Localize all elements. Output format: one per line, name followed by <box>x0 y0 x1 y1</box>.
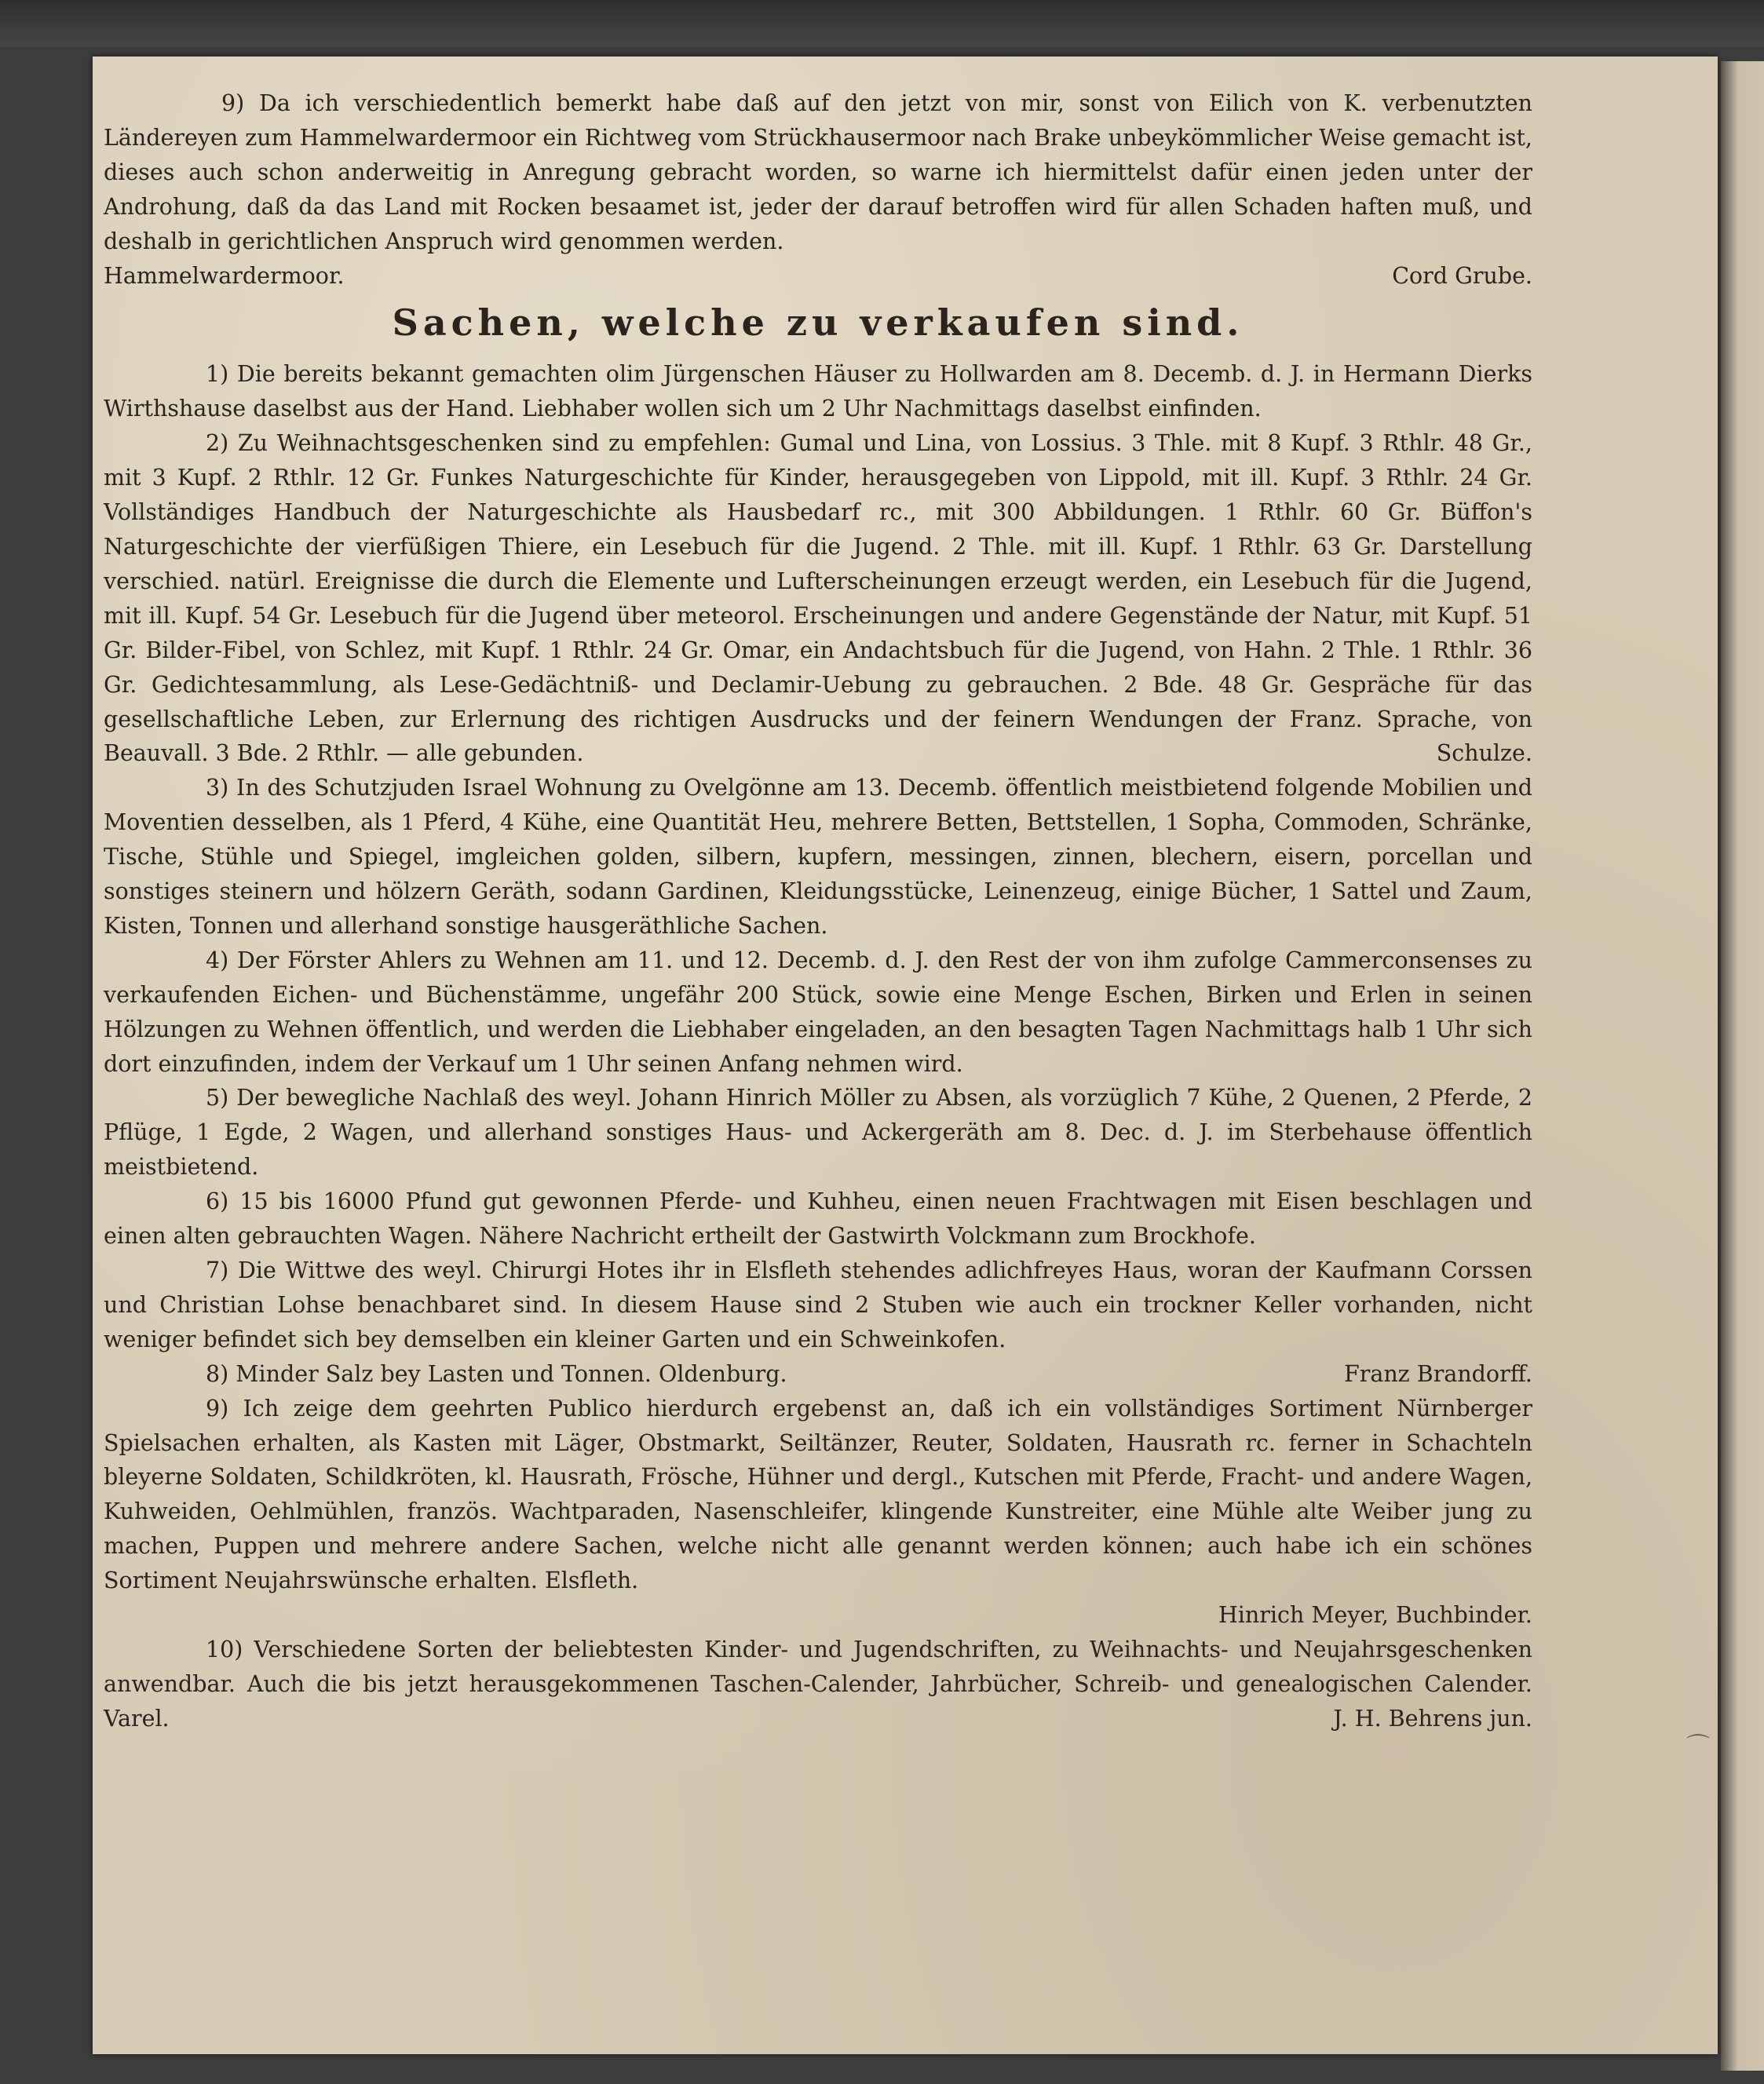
notice-paragraph: 9) Da ich verschiedentlich bemerkt habe daß auf den jetzt von mir, sonst von Eilich von K. verbenutzten Ländereyen zum Hammelwardermoor ein Richtweg vom Strückhausermoor nach Brake unbeykömmlicher Weise gemacht ist, dieses auch schon anderweitig in Anregung gebracht worden, so warne ich hiermittelst dafür einen jeden unter der Androhung, daß da das Land mit Rocken besaamet ist, jeder der darauf betroffen wird für allen Schaden haften muß, und deshalb in gerichtlichen Anspruch wird genommen werden. <box>104 90 1532 254</box>
list-item: 4) Der Förster Ahlers zu Wehnen am 11. und 12. Decemb. d. J. den Rest der von ihm zufolge Cammerconsenses zu verkaufenden Eichen- und Büchenstämme, ungefähr 200 Stück, sowie eine Menge Eschen, Birken und Erlen in seinen Hölzungen zu Wehnen öffentlich, und werden die Liebhaber eingeladen, an den besagten Tagen Nachmittags halb 1 Uhr sich dort einzufinden, indem der Verkauf um 1 Uhr seinen Anfang nehmen wird. <box>104 947 1532 1077</box>
item-signature: Franz Brandorff. <box>1343 1360 1532 1387</box>
list-item: 2) Zu Weihnachtsgeschenken sind zu empfehlen: Gumal und Lina, von Lossius. 3 Thle. mit 8 Kupf. 3 Rthlr. 48 Gr., mit 3 Kupf. 2 Rthlr. 12 Gr. Funkes Naturgeschichte für Kinder, herausgegeben von Lippold, mit ill. Kupf. 3 Rthlr. 24 Gr. Vollständiges Handbuch der Naturgeschichte als Hausbedarf rc., mit 300 Abbildungen. 1 Rthlr. 60 Gr. Büffon's Naturgeschichte der vierfüßigen Thiere, ein Lesebuch für die Jugend. 2 Thle. mit ill. Kupf. 1 Rthlr. 63 Gr. Darstellung verschied. natürl. Ereignisse die durch die Elemente und Lufterscheinungen erzeugt werden, ein Lesebuch für die Jugend, mit ill. Kupf. 54 Gr. Lesebuch für die Jugend über meteorol. Erscheinungen und andere Gegenstände der Natur, mit Kupf. 51 Gr. Bilder-Fibel, von Schlez, mit Kupf. 1 Rthlr. 24 Gr. Omar, ein Andachtsbuch für die Jugend, von Hahn. 2 Thle. 1 Rthlr. 36 Gr. Gedichtesammlung, als Lese-Gedächtniß- und Declamir-Uebung zu gebrauchen. 2 Bde. 48 Gr. Gespräche für das gesellschaftliche Leben, zur Erlernung des richtigen Ausdrucks und der feinern Wendungen der Franz. Sprache, von Beauvall. 3 Bde. 2 Rthlr. — alle gebunden. Schulze. <box>104 426 1532 771</box>
list-item: 6) 15 bis 16000 Pfund gut gewonnen Pferde- und Kuhheu, einen neuen Frachtwagen mit Eisen beschlagen und einen alten gebrauchten Wagen. Nähere Nachricht ertheilt der Gastwirth Volckmann zum Brockhofe. <box>104 1188 1532 1250</box>
list-item: 3) In des Schutzjuden Israel Wohnung zu Ovelgönne am 13. Decemb. öffentlich meistbietend folgende Mobilien und Moventien desselben, als 1 Pferd, 4 Kühe, eine Quantität Heu, mehrere Betten, Bettstellen, 1 Sopha, Commoden, Schränke, Tische, Stühle und Spiegel, imgleichen golden, silbern, kupfern, messingen, zinnen, blechern, eisern, porcellan und sonstiges steinern und hölzern Geräth, sodann Gardinen, Kleidungsstücke, Leinenzeug, einige Bücher, 1 Sattel und Zaum, Kisten, Tonnen und allerhand sonstige hausgeräthliche Sachen. <box>104 775 1532 939</box>
item-signature: Hinrich Meyer, Buchbinder. <box>1218 1602 1532 1629</box>
list-item: 8) Minder Salz bey Lasten und Tonnen. Oldenburg. Franz Brandorff. <box>104 1357 1532 1392</box>
item-signature: J. H. Behrens jun. <box>1333 1705 1532 1732</box>
next-page-edge <box>1721 61 1764 2071</box>
notice-footer <box>104 259 1532 294</box>
list-item: 1) Die bereits bekannt gemachten olim Jürgenschen Häuser zu Hollwarden am 8. Decemb. d. J. in Hermann Dierks Wirthshause daselbst aus der Hand. Liebhaber wollen sich um 2 Uhr Nachmittags daselbst einfinden. <box>104 361 1532 422</box>
item-signature: Schulze. <box>1436 740 1532 767</box>
list-item: 9) Ich zeige dem geehrten Publico hierdurch ergebenst an, daß ich ein vollständiges Sortiment Nürnberger Spielsachen erhalten, als Kasten mit Läger, Obstmarkt, Seiltänzer, Reuter, Soldaten, Hausrath rc. ferner in Schachteln bleyerne Soldaten, Schildkröten, kl. Hausrath, Frösche, Hühner und dergl., Kutschen mit Pferde, Fracht- und andere Wagen, Kuhweiden, Oehlmühlen, französ. Wachtparaden, Nasenschleifer, klingende Kunstreiter, eine Mühle alte Weiber jung zu machen, Puppen und mehrere andere Sachen, welche nicht alle genannt werden können; auch habe ich ein schönes Sortiment Neujahrswünsche erhalten. Elsfleth. <box>104 1395 1532 1594</box>
list-item: 7) Die Wittwe des weyl. Chirurgi Hotes ihr in Elsfleth stehendes adlichfreyes Haus, woran der Kaufmann Corssen und Christian Lohse benachbaret sind. In diesem Hause sind 2 Stuben wie auch ein trockner Keller vorhanden, nicht weniger befindet sich bey demselben ein kleiner Garten und ein Schweinkofen. <box>104 1257 1532 1352</box>
page-text <box>104 86 1532 1736</box>
fold-mark-icon: ⌒ <box>1686 1733 1710 1761</box>
notice-place: Hammelwardermoor. <box>104 262 345 289</box>
list-item: 10) Verschiedene Sorten der beliebtesten Kinder- und Jugendschriften, zu Weihnachts- und Neujahrsgeschenken anwendbar. Auch die bis jetzt herausgekommenen Taschen-Calender, Jahrbücher, Schreib- und genealogischen Calender. Varel. J. H. Behrens jun. <box>104 1633 1532 1736</box>
notice-signature: Cord Grube. <box>1392 262 1532 289</box>
list-item: 5) Der bewegliche Nachlaß des weyl. Johann Hinrich Möller zu Absen, als vorzüglich 7 Kühe, 2 Quenen, 2 Pferde, 2 Pflüge, 1 Egde, 2 Wagen, und allerhand sonstiges Haus- und Ackergeräth am 8. Dec. d. J. im Sterbehause öffentlich meistbietend. <box>104 1085 1532 1181</box>
scanner-background <box>0 0 1764 47</box>
item-signature-line <box>104 1598 1532 1633</box>
section-heading: Sachen, welche zu verkaufen sind. <box>392 301 1244 345</box>
